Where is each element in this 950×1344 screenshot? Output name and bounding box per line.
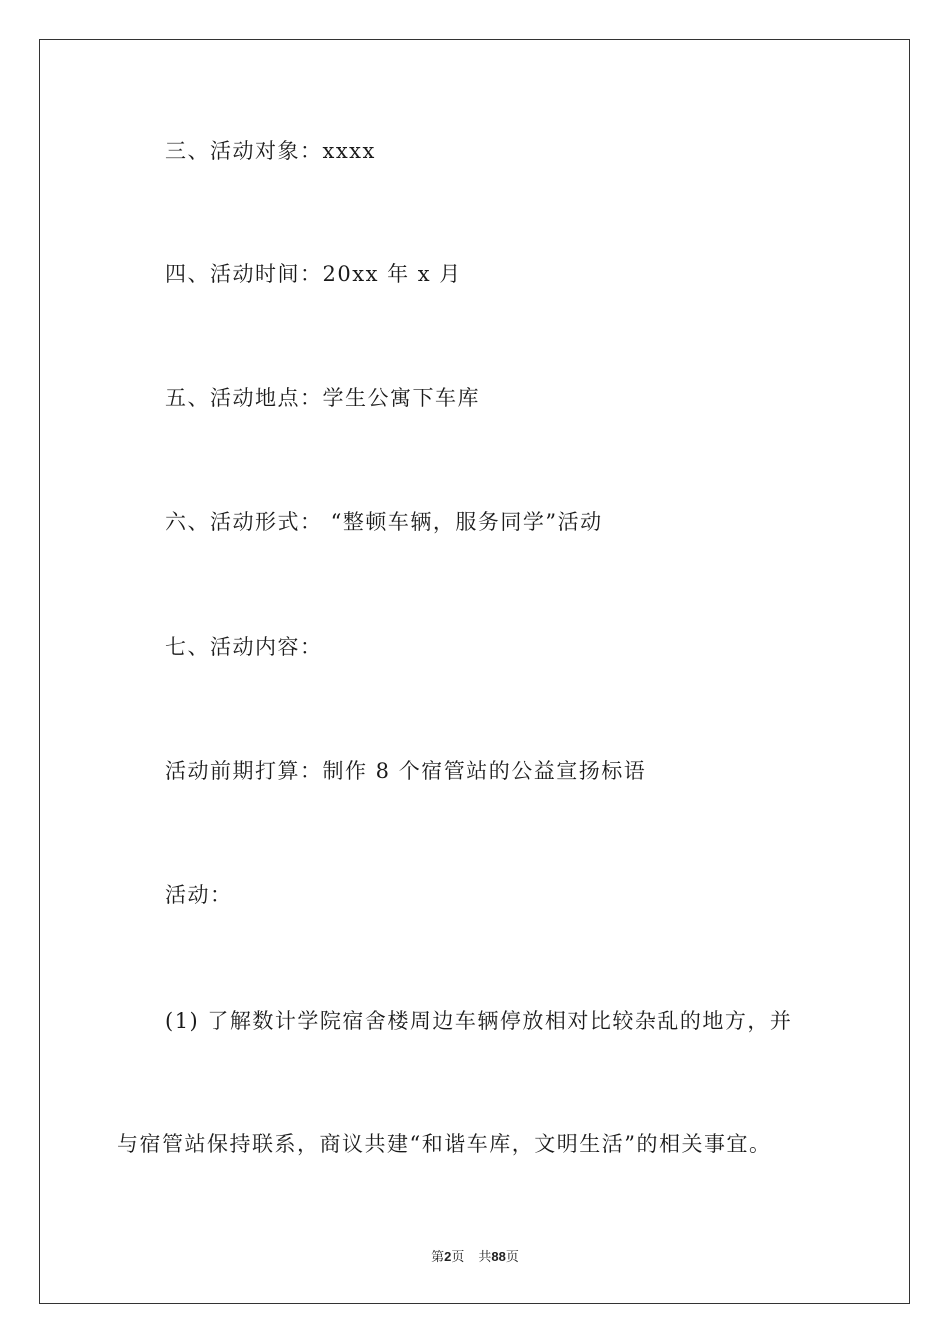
- section-activity-time: 四、活动时间：20xx 年 x 月: [165, 262, 462, 286]
- footer-page-prefix: 第: [431, 1250, 445, 1265]
- page-footer: [0, 1248, 950, 1267]
- section-target-audience: 三、活动对象：xxxx: [165, 139, 376, 163]
- footer-total-prefix: 共: [478, 1250, 492, 1265]
- paragraph-item-1-line-1: (1) 了解数计学院宿舍楼周边车辆停放相对比较杂乱的地方，并: [165, 1009, 793, 1033]
- section-activity-content: 七、活动内容：: [165, 635, 323, 659]
- page-border: [39, 39, 910, 1304]
- footer-page-number: 2: [444, 1249, 452, 1264]
- paragraph-item-1-line-2: 与宿管站保持联系，商议共建“和谐车库，文明生活”的相关事宜。: [117, 1132, 772, 1156]
- footer-total-number: 88: [491, 1249, 506, 1264]
- section-activity-location: 五、活动地点：学生公寓下车库: [165, 386, 480, 410]
- footer-page-suffix: 页: [451, 1250, 465, 1265]
- footer-total-suffix: 页: [505, 1250, 519, 1265]
- paragraph-preparation: 活动前期打算：制作 8 个宿管站的公益宣扬标语: [165, 759, 647, 783]
- section-activity-format: 六、活动形式： “整顿车辆，服务同学”活动: [165, 510, 603, 534]
- paragraph-activity-heading: 活动：: [165, 883, 233, 907]
